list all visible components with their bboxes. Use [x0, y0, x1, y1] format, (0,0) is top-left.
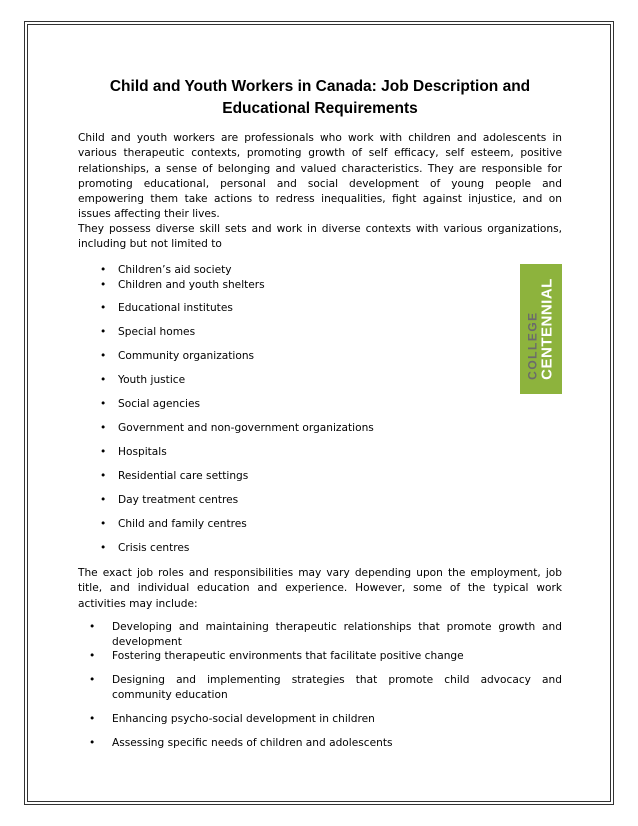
- bullet: •: [100, 518, 107, 530]
- centennial-college-logo: [520, 264, 562, 394]
- list-item: [100, 469, 248, 484]
- bullet: •: [100, 470, 107, 482]
- list-item: [89, 712, 562, 727]
- list-item-text: Educational institutes: [118, 302, 233, 314]
- list-item-text: Assessing specific needs of children and adolescents: [112, 737, 393, 749]
- bullet: •: [89, 737, 96, 749]
- list-item: [100, 421, 374, 436]
- list-item-text: Developing and maintaining therapeutic relationships that promote growth and development: [112, 621, 562, 648]
- bullet: •: [89, 650, 96, 662]
- list-item: [89, 673, 562, 703]
- list-item-text: Children and youth shelters: [118, 279, 265, 291]
- list-item-text: Community organizations: [118, 350, 255, 362]
- list-item: [100, 517, 247, 532]
- list-item-text: Residential care settings: [118, 470, 249, 482]
- bullet: •: [100, 422, 107, 434]
- bullet: •: [89, 674, 96, 686]
- bullet: •: [100, 398, 107, 410]
- list-item: [89, 649, 562, 664]
- list-item-text: Special homes: [118, 326, 196, 338]
- bullet: •: [89, 621, 96, 633]
- list-item-text: Fostering therapeutic environments that facilitate positive change: [112, 650, 464, 662]
- logo-centennial-text: CENTENNIAL: [538, 278, 556, 380]
- list-item-text: Child and family centres: [118, 518, 247, 530]
- list-item-text: Youth justice: [118, 374, 186, 386]
- list-item: [100, 541, 189, 556]
- list-item: [100, 373, 185, 388]
- list-item: [100, 263, 232, 278]
- document-title: Child and Youth Workers in Canada: Job Description and Educational Requirements: [109, 78, 531, 117]
- list-item: [100, 325, 195, 340]
- bullet: •: [100, 494, 107, 506]
- list-item: [100, 301, 233, 316]
- list-item-text: Social agencies: [118, 398, 201, 410]
- skills-paragraph: They possess diverse skill sets and work in diverse contexts with various organizations, including but not limited to: [78, 223, 562, 251]
- list-item-text: Children’s aid society: [118, 264, 232, 276]
- bullet: •: [100, 542, 107, 554]
- list-item: [100, 445, 167, 460]
- bullet: •: [100, 374, 107, 386]
- list-item: [100, 397, 200, 412]
- bullet: •: [100, 279, 107, 291]
- bullet: •: [89, 713, 96, 725]
- list-item-text: Enhancing psycho-social development in children: [112, 713, 375, 725]
- logo-college-text: COLLEGE: [525, 311, 540, 380]
- list-item: [89, 620, 562, 650]
- bullet: •: [100, 264, 107, 276]
- roles-paragraph: The exact job roles and responsibilities may vary depending upon the employment, job title, and individual education and experience. However, some of the typical work activities may include:: [78, 567, 562, 610]
- bullet: •: [100, 302, 107, 314]
- list-item-text: Hospitals: [118, 446, 167, 458]
- list-item-text: Day treatment centres: [118, 494, 239, 506]
- list-item: [100, 278, 265, 293]
- bullet: •: [100, 446, 107, 458]
- list-item: [100, 349, 254, 364]
- list-item-text: Crisis centres: [118, 542, 190, 554]
- intro-paragraph: Child and youth workers are professionals who work with children and adolescents in various therapeutic contexts, promoting growth of self efficacy, self esteem, positive relationships, a sense of belonging and valued characteristics. They are responsible for promoting educational, personal and social development of young people and empowering them take actions to redress inequalities, fight against injustice, and on issues affecting their lives.: [78, 132, 562, 221]
- list-item-text: Designing and implementing strategies that promote child advocacy and community education: [112, 674, 562, 701]
- list-item-text: Government and non-government organizations: [118, 422, 374, 434]
- bullet: •: [100, 326, 107, 338]
- list-item: [100, 493, 238, 508]
- list-item: [89, 736, 562, 751]
- bullet: •: [100, 350, 107, 362]
